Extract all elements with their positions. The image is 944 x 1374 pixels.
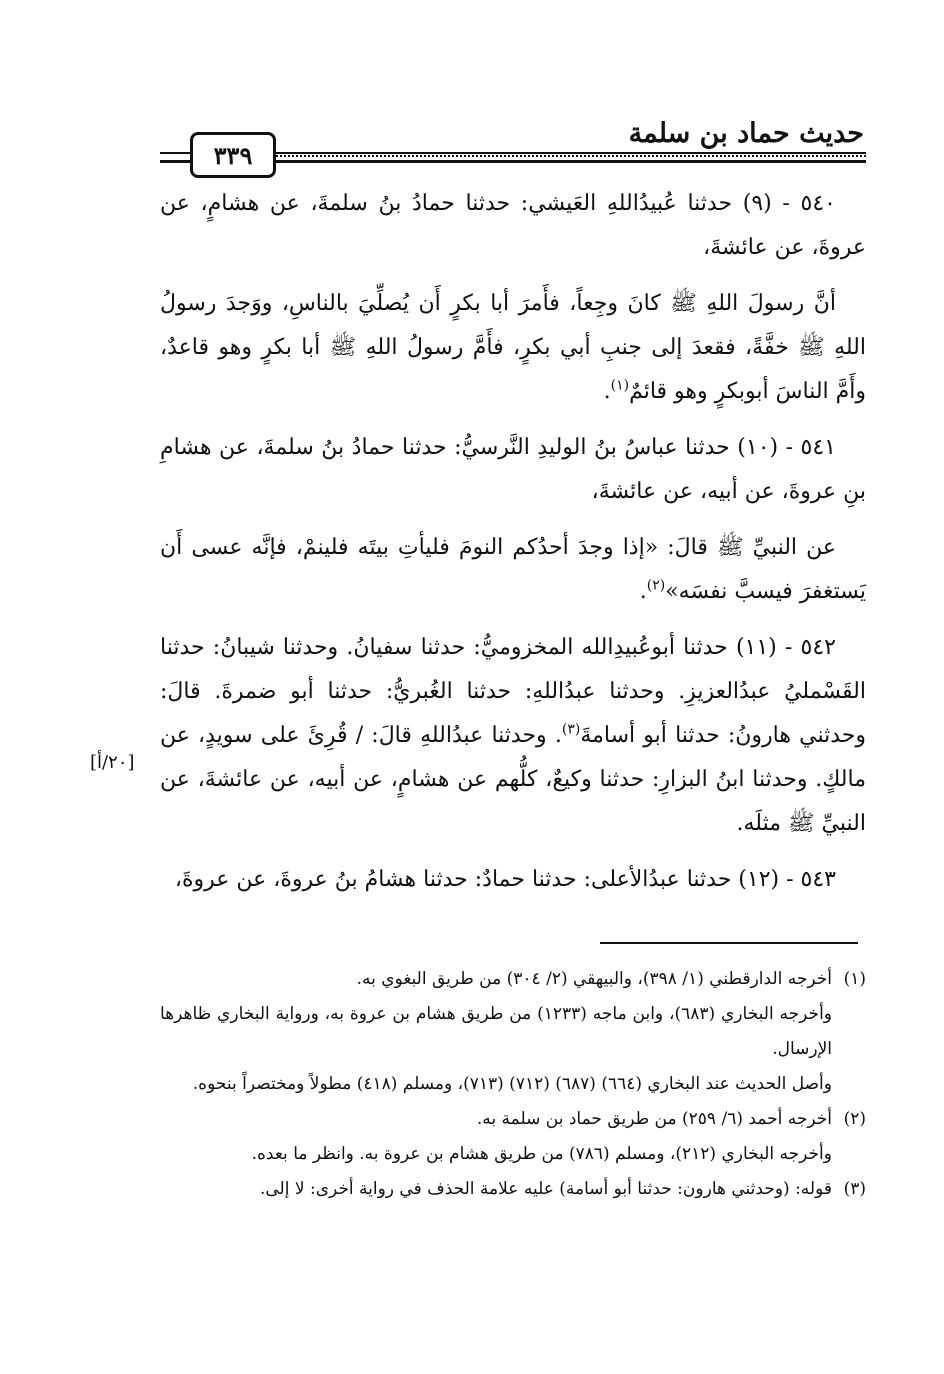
hadith-541-matn: عن النبيِّ ﷺ قالَ: «إذا وجدَ أحدُكم النومَ فليأتِ بيتَه فلينمْ، فإنَّه عسى أَن يَستغفرَ فيسبَّ نفسَه»$^{(٢)}$.	[160, 535, 866, 604]
footnote-ref-2[interactable]: (٢)	[646, 577, 666, 594]
manuscript-folio-note: [٢٠/أ]	[90, 752, 135, 773]
hadith-540-matn: أنَّ رسولَ اللهِ ﷺ كانَ وجِعاً، فأَمرَ أبا بكرٍ أَن يُصلِّيَ بالناسِ، ووَجدَ رسولُ اللهِ ﷺ خفَّةً، فقعدَ إلى جنبِ أبي بكرٍ، فأَمَّ رسولُ اللهِ ﷺ أبا بكرٍ وهو قاعدٌ، وأَمَّ الناسَ أبوبكرٍ وهو قائمٌ$^{(١)}$.	[160, 291, 866, 404]
footnote-1: (١) أخرجه الدارقطني (١/ ٣٩٨)، والبيهقي (٢/ ٣٠٤) من طريق البغوي به. وأخرجه البخاري (٦٨٣)، وابن ماجه (١٢٣٣) من طريق هشام بن عروة به، ورواية البخاري ظاهرها الإرسال. وأصل الحديث عند البخاري (٦٦٤) (٦٨٧) (٧١٢) (٧١٣)، ومسلم (٤١٨) مطولاً ومختصراً بنحوه.	[160, 962, 866, 1102]
header-rule-dotted	[272, 155, 866, 157]
hadith-540-isnad: ٥٤٠ - (٩) حدثنا عُبيدُاللهِ العَيشي: حدثنا حمادُ بنُ سلمةَ، عن هشامٍ، عن عروةَ، عن عائشةَ،	[160, 191, 866, 260]
hadith-543-isnad: ٥٤٣ - (١٢) حدثنا عبدُالأعلى: حدثنا حمادٌ: حدثنا هشامُ بنُ عروةَ، عن عروةَ،	[174, 867, 836, 892]
footnote-number: (٣)	[843, 1179, 866, 1199]
hadith-542: ٥٤٢ - (١١) حدثنا أبوعُبيدِالله المخزوميُّ: حدثنا سفيانُ. وحدثنا شيبانُ: حدثنا القَسْمليُ عبدُالعزيزِ. وحدثنا عبدُاللهِ: حدثنا الغُبريُّ: حدثنا أبو ضمرةَ. قالَ: وحدثني هارونُ: حدثنا أبو أسامةَ$^{(٣)}$. وحدثنا عبدُاللهِ قالَ: / قُرِئَ على سويدٍ، عن مالكٍ. وحدثنا ابنُ البزارِ: حدثنا وكيعٌ، كلُّهم عن هشامٍ، عن أبيه، عن عائشةَ، عن النبيِّ ﷺ مثلَه.	[160, 635, 866, 836]
footnote-ref-1[interactable]: (١)	[610, 377, 630, 394]
running-title: حديث حماد بن سلمة	[628, 118, 864, 149]
page-number: ٣٣٩	[190, 132, 276, 178]
main-text	[160, 182, 866, 914]
footnote-number: (١)	[843, 969, 866, 989]
footnote-ref-3[interactable]: (٣)	[561, 721, 581, 738]
hadith-541-isnad: ٥٤١ - (١٠) حدثنا عباسُ بنُ الوليدِ النَّرسيُّ: حدثنا حمادُ بنُ سلمةَ، عن هشامِ بنِ عروةَ، عن أبيه، عن عائشةَ،	[160, 435, 866, 504]
footnote-number: (٢)	[843, 1109, 866, 1129]
footnotes	[160, 962, 866, 1207]
footnote-separator	[600, 942, 858, 944]
footnote-2: (٢) أخرجه أحمد (٦/ ٢٥٩) من طريق حماد بن سلمة به. وأخرجه البخاري (٢١٢)، ومسلم (٧٨٦) من طريق هشام بن عروة به. وانظر ما بعده.	[160, 1102, 866, 1172]
footnote-3: (٣) قوله: (وحدثني هارون: حدثنا أبو أسامة) عليه علامة الحذف في رواية أخرى: لا إلى.	[160, 1172, 866, 1207]
